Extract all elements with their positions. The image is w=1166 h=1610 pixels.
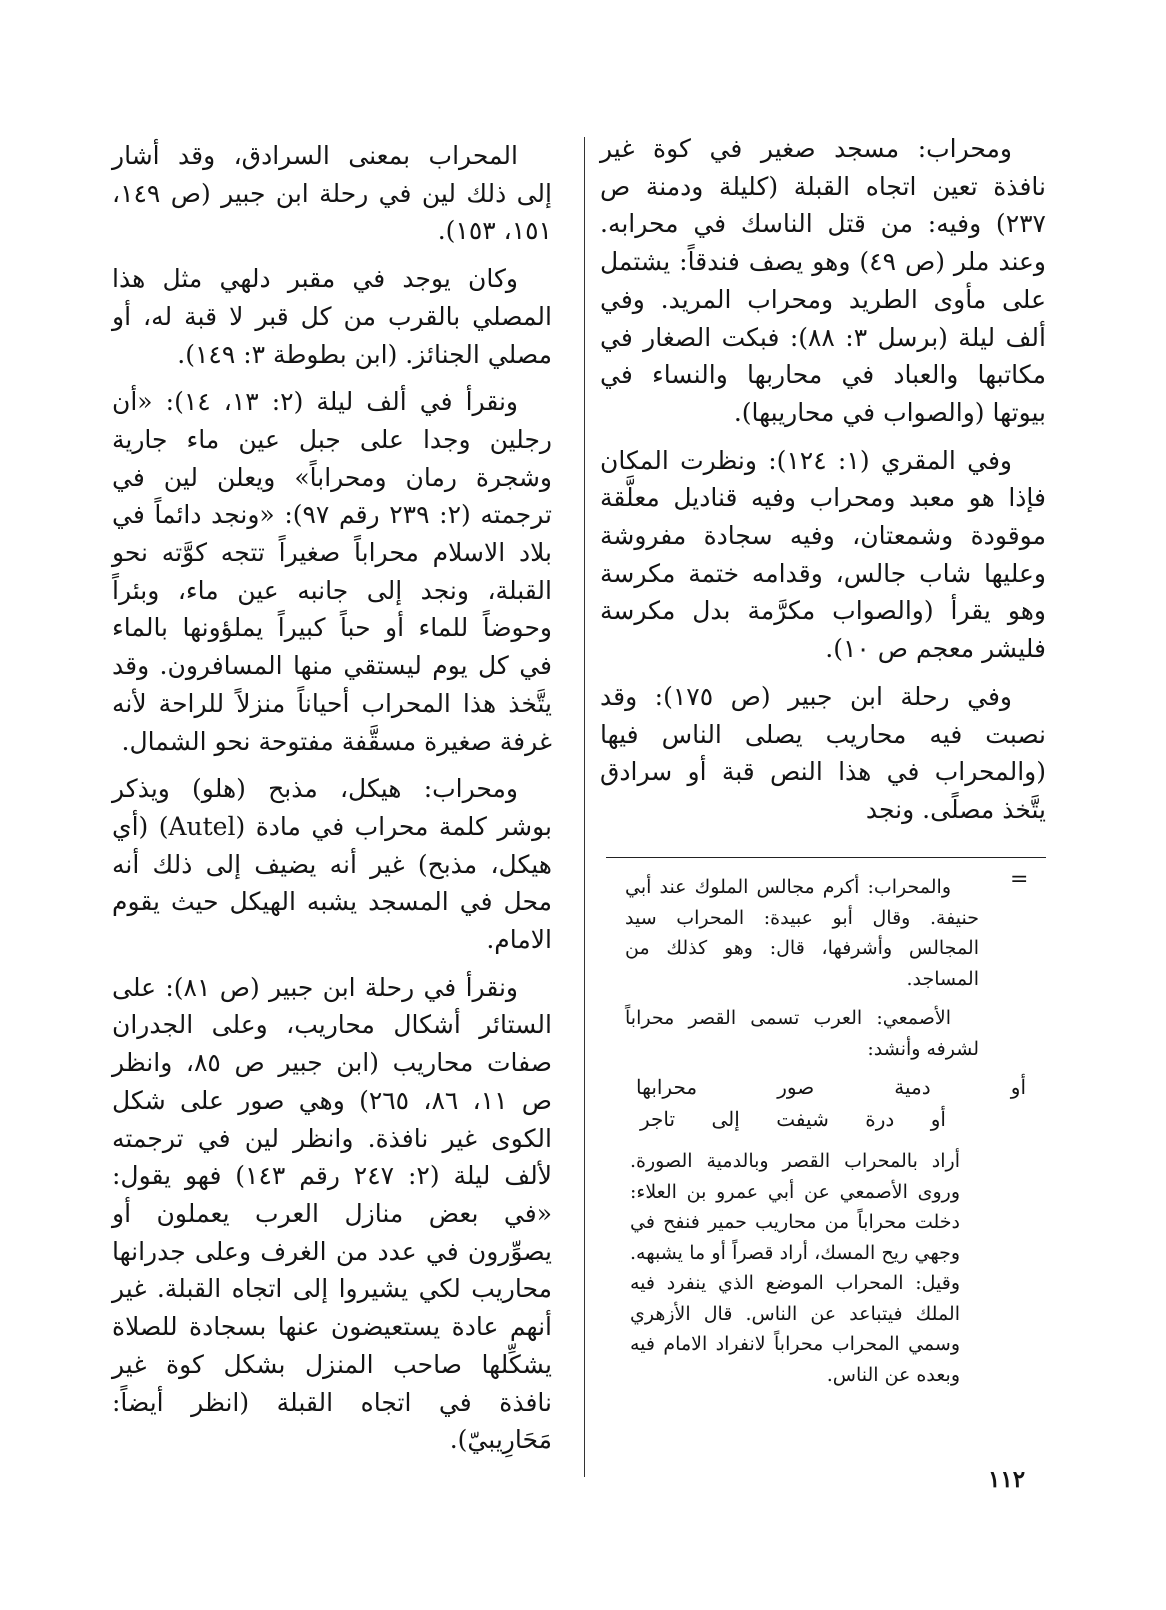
paragraph: وكان يوجد في مقبر دلهي مثل هذا المصلي بالقرب من كل قبر لا قبة له، أو مصلي الجنائز. (ابن بطوطة ٣: ١٤٩). — [112, 264, 552, 369]
right-column — [600, 130, 1046, 839]
paragraph: ونقرأ في رحلة ابن جبير (ص ٨١): على الستائر أشكال محاريب، وعلى الجدران صفات محاريب (ابن جبير ص ٨٥، وانظر ص ١١، ٨٦، ٢٦٥) وهي صور على شكل الكوى غير نافذة. وانظر لين في ترجمته لألف ليلة (٢: ٢٤٧ رقم ١٤٣) فهو يقول: «في بعض منازل العرب يعملون أو يصوِّرون في عدد من الغرف وعلى جدرانها محاريب لكي يشيروا إلى اتجاه القبلة. غير أنهم عادة يستعيضون عنها بسجادة للصلاة يشكِّلها صاحب المنزل بشكل كوة غير نافذة في اتجاه القبلة (انظر أيضاً: مَحَارِيبيّ). — [112, 972, 553, 1455]
footnotes — [625, 872, 979, 1073]
footnote-paragraph: والمحراب: أكرم مجالس الملوك عند أبي حنيفة. وقال أبو عبيدة: المحراب سيد المجالس وأشرفها، قال: وهو كذلك من المساجد. — [625, 876, 979, 990]
paragraph: ومحراب: هيكل، مذبح (هلو) ويذكر بوشر كلمة محراب في مادة (Autel) (أي هيكل، مذبح) غير أنه يضيف إلى ذلك أنه محل في المسجد يشبه الهيكل حيث يقوم الامام. — [112, 774, 553, 955]
paragraph: وفي المقري (١: ١٢٤): ونظرت المكان فإذا هو معبد ومحراب وفيه قناديل معلَّقة موقودة وشمعتان، وفيه سجادة مفروشة وعليها شاب جالس، وقدامه ختمة مكرسة وهو يقرأ (والصواب مكرَّمة بدل مكرسة فليشر معجم ص ١٠). — [600, 445, 1046, 664]
footnote-paragraph: الأصمعي: العرب تسمى القصر محراباً لشرفه وأنشد: — [625, 1007, 979, 1060]
page-number: ١١٢ — [988, 1466, 1026, 1493]
column-divider — [584, 137, 585, 1477]
paragraph: ومحراب: مسجد صغير في كوة غير نافذة تعين اتجاه القبلة (كليلة ودمنة ص ٢٣٧) وفيه: من قتل الناسك في محرابه. وعند ملر (ص ٤٩) وهو يصف فندقاً: يشتمل على مأوى الطريد ومحراب المريد. وفي ألف ليلة (برسل ٣: ٨٨): فبكت الصغار في مكاتبها والعباد في محاربها والنساء في بيوتها (والصواب في محاريبها). — [600, 134, 1047, 427]
footnote-paragraph: أراد بالمحراب القصر وبالدمية الصورة. وروى الأصمعي عن أبي عمرو بن العلاء: دخلت محراباً من محاريب حمير فنفح في وجهي ريح المسك، أراد قصراً أو ما يشبهه. وقيل: المحراب الموضع الذي ينفرد فيه الملك فيتباعد عن الناس. قال الأزهري وسمي المحراب محراباً لانفراد الامام فيه وبعده عن الناس. — [630, 1150, 960, 1386]
left-column — [112, 137, 552, 1469]
footnote-continuation-mark: = — [1010, 867, 1029, 892]
paragraph: وفي رحلة ابن جبير (ص ١٧٥): وقد نصبت فيه محاريب يصلى الناس فيها (والمحراب في هذا النص قبة أو سرادق يتَّخذ مصلًى. ونجد — [600, 681, 1046, 824]
paragraph: ونقرأ في ألف ليلة (٢: ١٣، ١٤): «أن رجلين وجدا على جبل عين ماء جارية وشجرة رمان ومحراباً» ويعلن لين في ترجمته (٢: ٢٣٩ رقم ٩٧): «ونجد دائماً في بلاد الاسلام محراباً صغيراً تتجه كوَّته نحو القبلة، ونجد إلى جانبه عين ماء، وبئراً وحوضاً للماء أو حباً كبيراً يملؤونها بالماء في كل يوم ليستقي منها المسافرون. وقد يتَّخذ هذا المحراب أحياناً منزلاً للراحة لأنه غرفة صغيرة مسقَّفة مفتوحة نحو الشمال. — [112, 387, 553, 756]
paragraph: المحراب بمعنى السرادق، وقد أشار إلى ذلك لين في رحلة ابن جبير (ص ١٤٩، ١٥١، ١٥٣). — [112, 141, 552, 246]
footnotes-after-verse — [630, 1146, 960, 1390]
footnote-rule — [606, 857, 1046, 858]
verse-line-2: أو درة شيفت إلى تاجر — [640, 1107, 946, 1131]
verse-line-1: أو دمية صور محرابها — [636, 1075, 1026, 1099]
